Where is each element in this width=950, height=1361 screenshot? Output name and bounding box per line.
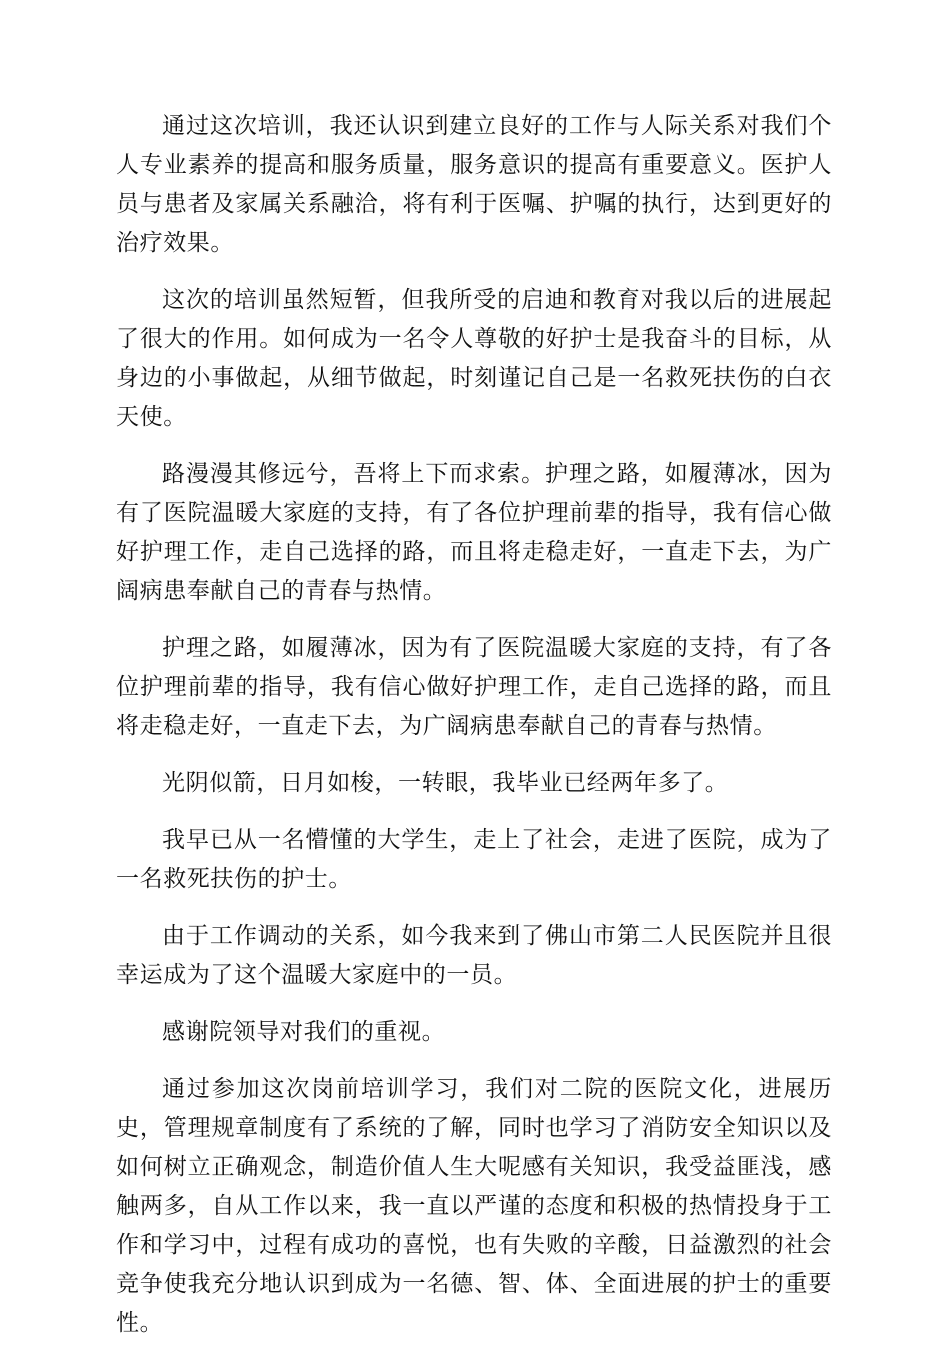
paragraph-2: 这次的培训虽然短暂，但我所受的启迪和教育对我以后的进展起了很大的作用。如何成为一名令人尊敬的好护士是我奋斗的目标，从身边的小事做起，从细节做起，时刻谨记自己是一名救死扶伤的白衣天使。 — [116, 287, 832, 430]
paragraph-1: 通过这次培训，我还认识到建立良好的工作与人际关系对我们个人专业素养的提高和服务质量，服务意识的提高有重要意义。医护人员与患者及家属关系融洽，将有利于医嘱、护嘱的执行，达到更好的治疗效果。 — [116, 113, 832, 256]
paragraph-4: 护理之路，如履薄冰，因为有了医院温暖大家庭的支持，有了各位护理前辈的指导，我有信心做好护理工作，走自己选择的路，而且将走稳走好，一直走下去，为广阔病患奉献自己的青春与热情。 — [116, 635, 832, 739]
document-body — [116, 107, 832, 1361]
paragraph-9: 通过参加这次岗前培训学习，我们对二院的医院文化，进展历史，管理规章制度有了系统的了解，同时也学习了消防安全知识以及如何树立正确观念，制造价值人生大呢感有关知识，我受益匪浅，感触两多，自从工作以来，我一直以严谨的态度和积极的热情投身于工作和学习中，过程有成功的喜悦，也有失败的辛酸，日益激烈的社会竞争使我充分地认识到成为一名德、智、体、全面进展的护士的重要性。 — [116, 1076, 832, 1336]
paragraph-8: 感谢院领导对我们的重视。 — [162, 1019, 446, 1045]
paragraph-6: 我早已从一名懵懂的大学生，走上了社会，走进了医院，成为了一名救死扶伤的护士。 — [116, 827, 832, 892]
paragraph-7: 由于工作调动的关系，如今我来到了佛山市第二人民医院并且很幸运成为了这个温暖大家庭中的一员。 — [116, 923, 832, 988]
paragraph-5: 光阴似箭，日月如梭，一转眼，我毕业已经两年多了。 — [162, 770, 729, 796]
paragraph-3: 路漫漫其修远兮，吾将上下而求索。护理之路，如履薄冰，因为有了医院温暖大家庭的支持，有了各位护理前辈的指导，我有信心做好护理工作，走自己选择的路，而且将走稳走好，一直走下去，为广阔病患奉献自己的青春与热情。 — [116, 461, 832, 604]
